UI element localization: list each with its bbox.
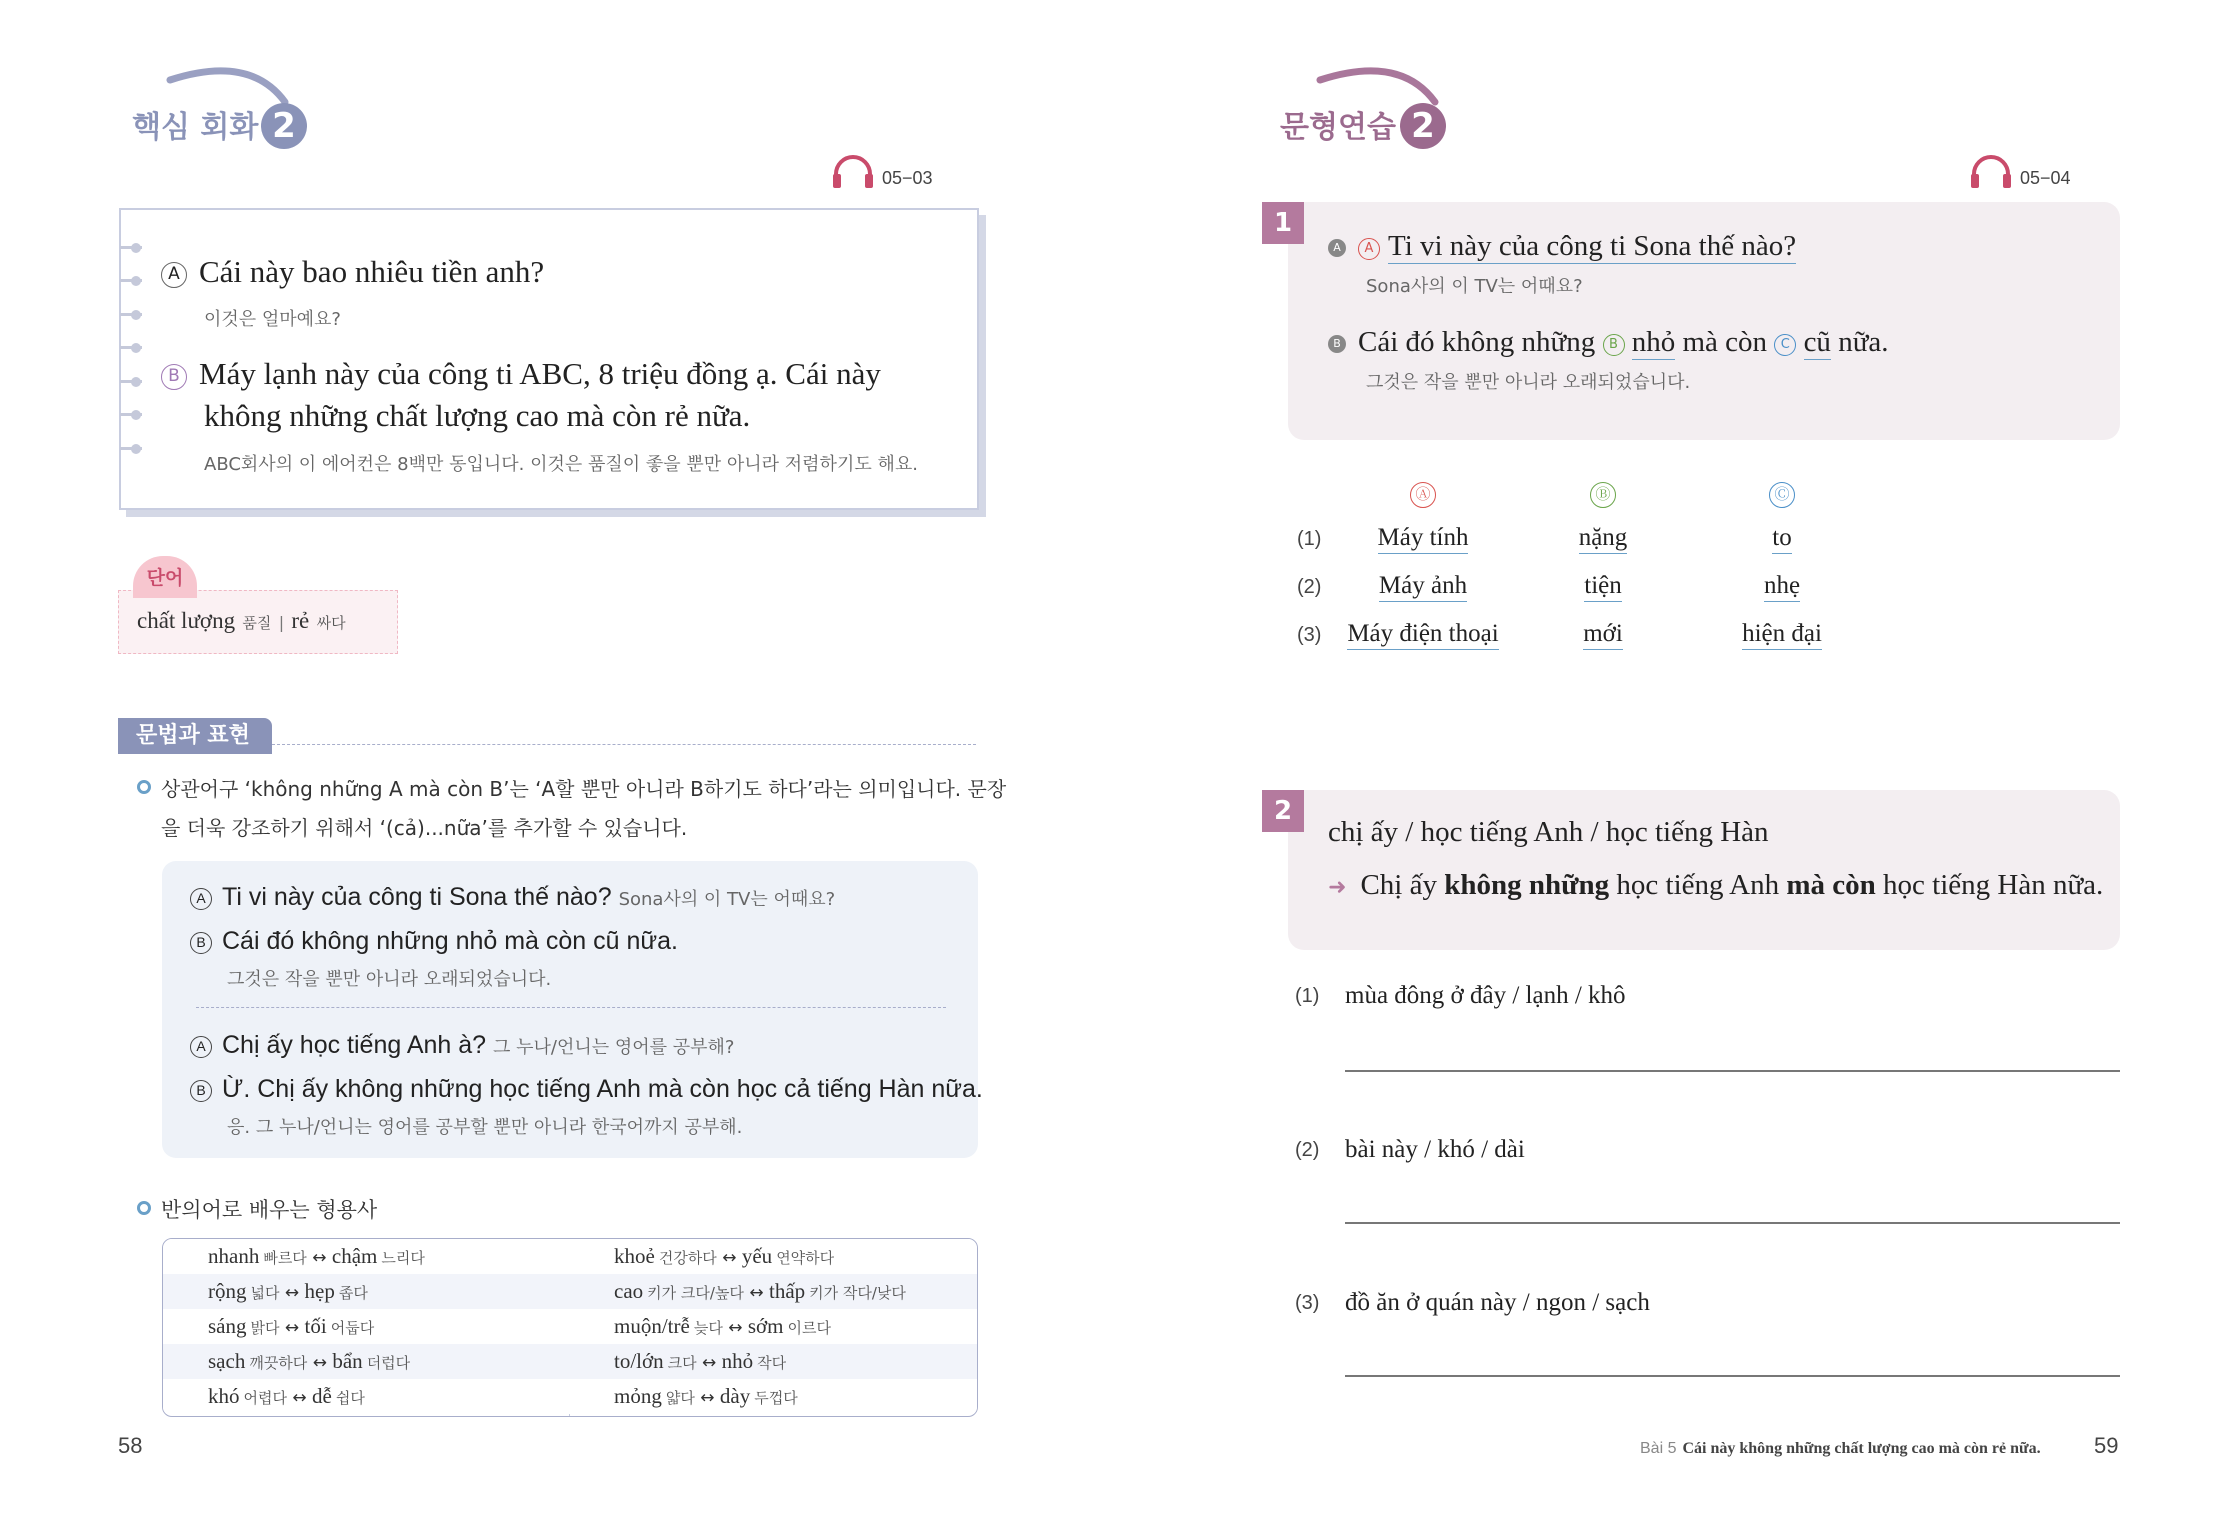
exercise-2-prompt: chị ấy / học tiếng Anh / học tiếng Hàn [1328,816,1769,848]
exercise-1-number: 1 [1262,202,1304,244]
antonym-heading: 반의어로 배우는 형용사 [161,1198,378,1222]
table-cell: sáng 밝다 ↔ tối 어둡다 [208,1314,375,1338]
example-2-a: A Chị ấy học tiếng Anh à? 그 누나/언니는 영어를 공부해? [190,1031,734,1060]
grid-cell: Máy tính [1273,524,1573,554]
grid-row-number: (1) [1297,528,1322,550]
section-number: 2 [1400,103,1446,149]
grid-row-number: (3) [1297,624,1322,646]
example-1-a: A Ti vi này của công ti Sona thế nào? Sona사의 이 TV는 어때요? [190,883,835,912]
answer-line[interactable] [1345,1070,2120,1072]
page-number-left: 58 [118,1433,143,1458]
dialogue-line-a: A Cái này bao nhiêu tiền anh? [161,254,544,290]
example-2-b: B Ừ. Chị ấy không những học tiếng Anh mà còn học cả tiếng Hàn nữa. [190,1075,983,1104]
example-1-b: B Cái đó không những nhỏ mà còn cũ nữa. [190,927,678,956]
footer-lesson: Bài 5 Cái này không những chất lượng cao mà còn rẻ nữa. [1640,1440,2041,1457]
dialogue-line-b-cont: không những chất lượng cao mà còn rẻ nữa. [204,398,751,433]
grammar-examples-box [162,861,983,1158]
vocab-entries: chất lượng 품질 | rẻ 싸다 [137,608,346,633]
vocab-label: 단어 [133,556,197,598]
table-cell: khó 어렵다 ↔ dễ 쉽다 [208,1384,365,1408]
exercise-2-item: mùa đông ở đây / lạnh / khô [1345,982,1626,1009]
example-1-b-translation: 그것은 작을 뿐만 아니라 오래되었습니다. [227,969,552,990]
bullet-icon [137,1201,151,1215]
exercise-2-item-number: (3) [1295,1292,1320,1314]
table-cell: to/lớn 크다 ↔ nhỏ 작다 [614,1349,787,1373]
grammar-explanation-cont: 을 더욱 강조하기 위해서 ‘(cả)...nữa’를 추가할 수 있습니다. [161,816,688,840]
grid-cell: hiện đại [1632,620,1932,650]
exercise-2-number: 2 [1262,790,1304,832]
dialogue-line-a-translation: 이것은 얼마예요? [204,309,341,330]
answer-line[interactable] [1345,1222,2120,1224]
grid-cell: Máy điện thoại [1273,620,1573,650]
exercise-1-line-a-translation: Sona사의 이 TV는 어때요? [1366,276,1583,297]
grid-cell: nặng [1453,524,1753,554]
table-cell: muộn/trễ 늦다 ↔ sớm 이르다 [614,1314,831,1338]
antonym-table [162,1238,978,1417]
section-number: 2 [261,103,307,149]
grammar-explanation: 상관어구 ‘không những A mà còn B’는 ‘A할 뿐만 아니라 B하기도 하다’라는 의미입니다. 문장 [161,777,1007,801]
exercise-2-item-number: (1) [1295,985,1320,1007]
section-title: 핵심 회화 [132,110,259,145]
grammar-divider [272,744,976,745]
grid-row-number: (2) [1297,576,1322,598]
table-cell: nhanh 빠르다 ↔ chậm 느리다 [208,1244,425,1268]
dialogue-box [119,208,979,510]
page-number-right: 59 [2094,1433,2119,1458]
grid-cell: to [1632,524,1932,554]
column-label-c: Ⓒ [1769,482,1795,508]
headphones-icon[interactable] [1969,154,2013,190]
arrow-right-icon: ➜ [1328,875,1347,900]
exercise-2-item: đồ ăn ở quán này / ngon / sạch [1345,1289,1650,1316]
exercise-2-item: bài này / khó / dài [1345,1136,1525,1163]
exercise-1-line-b: B Cái đó không những B nhỏ mà còn C cũ nữa. [1328,326,1889,360]
headphones-icon[interactable] [831,154,875,190]
grid-cell: Máy ảnh [1273,572,1573,602]
dialogue-line-b: B Máy lạnh này của công ti ABC, 8 triệu đồng ạ. Cái này [161,356,881,392]
table-cell: cao 키가 크다/높다 ↔ thấp 키가 작다/낮다 [614,1279,906,1303]
table-cell: sạch 깨끗하다 ↔ bẩn 더럽다 [208,1349,411,1373]
section-title: 문형연습 [1280,110,1396,145]
table-cell: rộng 넓다 ↔ hẹp 좁다 [208,1279,368,1303]
grid-cell: mới [1453,620,1753,650]
exercise-2-answer: ➜ Chị ấy không những học tiếng Anh mà còn học tiếng Hàn nữa. [1328,869,2104,901]
examples-divider [196,1007,946,1008]
exercise-1-line-b-translation: 그것은 작을 뿐만 아니라 오래되었습니다. [1366,372,1691,393]
table-cell: khoẻ 건강하다 ↔ yếu 연약하다 [614,1244,835,1268]
dialogue-line-b-translation: ABC회사의 이 에어컨은 8백만 동입니다. 이것은 품질이 좋을 뿐만 아니라 저렴하기도 해요. [204,454,918,475]
grid-cell: nhẹ [1632,572,1932,602]
example-2-b-translation: 응. 그 누나/언니는 영어를 공부할 뿐만 아니라 한국어까지 공부해. [227,1117,743,1138]
grid-cell: tiện [1453,572,1753,602]
exercise-1-line-a: A A Ti vi này của công ti Sona thế nào? [1328,230,1796,264]
column-label-b: Ⓑ [1590,482,1616,508]
exercise-2-item-number: (2) [1295,1139,1320,1161]
bullet-icon [137,780,151,794]
audio-track-number: 05−04 [2020,168,2071,188]
grammar-label: 문법과 표현 [118,718,272,754]
audio-track-number: 05−03 [882,168,933,188]
answer-line[interactable] [1345,1375,2120,1377]
column-label-a: Ⓐ [1410,482,1436,508]
table-cell: mỏng 얇다 ↔ dày 두껍다 [614,1384,798,1408]
